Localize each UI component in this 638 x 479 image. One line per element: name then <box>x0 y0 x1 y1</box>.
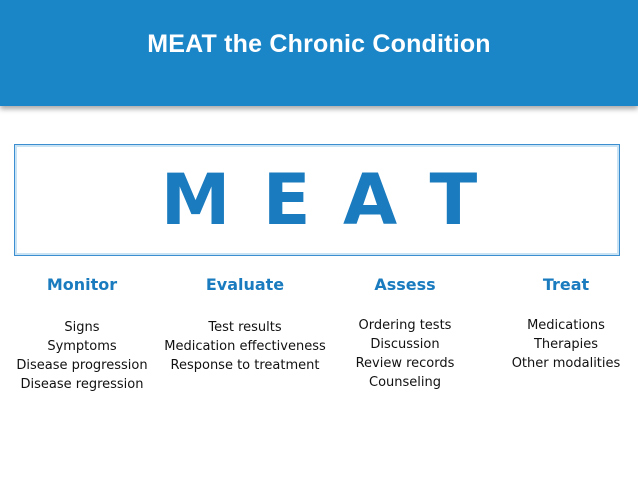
list-item: Review records <box>355 356 455 371</box>
list-item: Other modalities <box>511 356 621 371</box>
title-banner <box>0 0 638 106</box>
list-item: Counseling <box>369 375 441 390</box>
assess-list <box>320 316 490 392</box>
acronym-heading: M E A T <box>160 159 478 241</box>
list-item: Ordering tests <box>358 318 452 333</box>
list-item: Disease regression <box>20 377 144 392</box>
column-heading-evaluate: Evaluate <box>205 275 285 294</box>
monitor-list <box>0 318 167 394</box>
list-item: Response to treatment <box>170 358 320 373</box>
slide-title: MEAT the Chronic Condition <box>147 30 491 58</box>
list-item: Discussion <box>370 337 440 352</box>
treat-list <box>481 316 638 373</box>
list-item: Symptoms <box>47 339 117 354</box>
column-heading-monitor: Monitor <box>46 275 118 294</box>
list-item: Therapies <box>533 337 599 352</box>
column-evaluate <box>160 272 330 375</box>
list-item: Disease progression <box>16 358 148 373</box>
column-assess <box>320 272 490 392</box>
evaluate-list <box>160 318 330 375</box>
column-heading-treat: Treat <box>542 275 590 294</box>
list-item: Signs <box>64 320 100 335</box>
column-treat <box>481 272 638 373</box>
column-monitor <box>0 272 167 394</box>
list-item: Medications <box>527 318 605 333</box>
column-heading-assess: Assess <box>374 275 436 294</box>
list-item: Medication effectiveness <box>164 339 326 354</box>
list-item: Test results <box>208 320 282 335</box>
